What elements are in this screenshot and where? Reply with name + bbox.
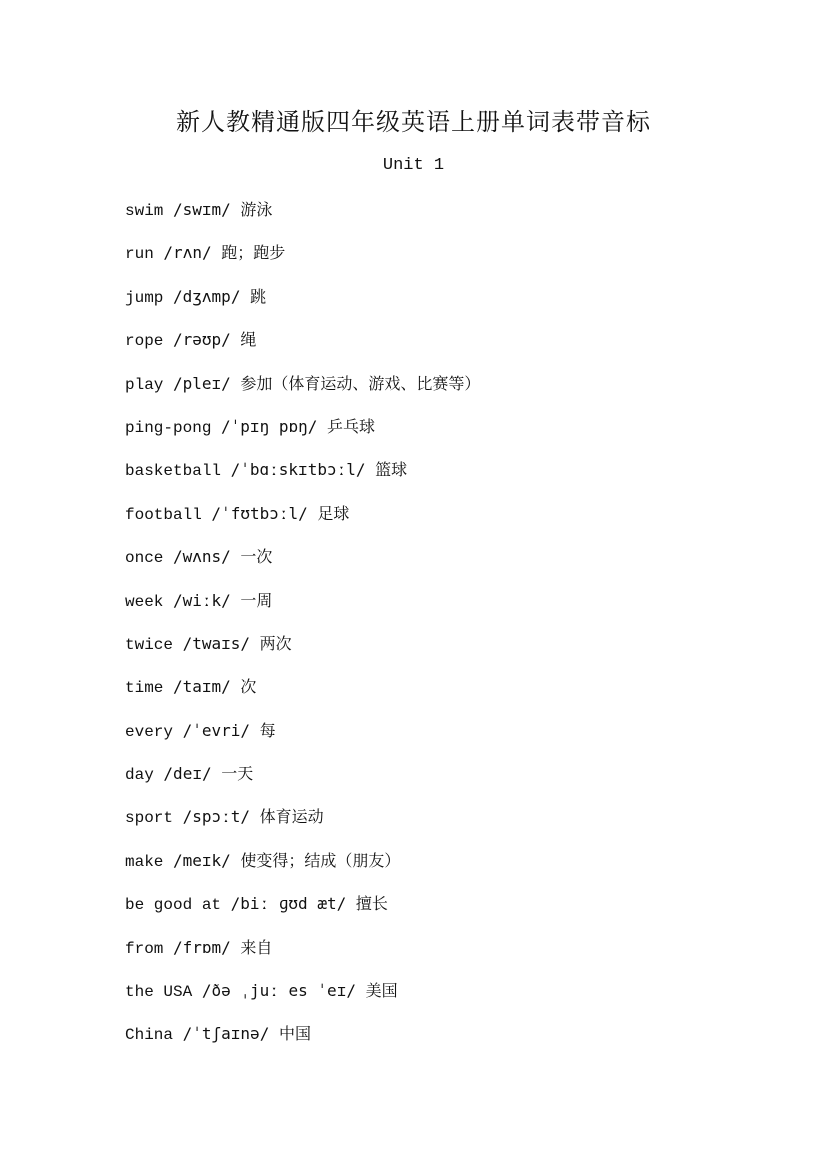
vocabulary-phonetic: /rʌn/: [163, 243, 212, 263]
vocabulary-meaning: 游泳: [240, 200, 273, 219]
vocabulary-row: [125, 241, 765, 284]
vocabulary-row: [125, 675, 765, 718]
vocabulary-word: once: [125, 549, 164, 568]
vocabulary-word: basketball: [125, 462, 222, 481]
vocabulary-row: [125, 502, 765, 545]
vocabulary-meaning: 擅长: [355, 894, 388, 914]
vocabulary-meaning: 来自: [240, 937, 273, 957]
vocabulary-phonetic: /rəʊp/: [173, 330, 231, 350]
vocabulary-phonetic: /ˈfʊtbɔːl/: [211, 503, 308, 523]
vocabulary-phonetic: /ðə ˌjuː es ˈeɪ/: [201, 981, 356, 1001]
vocabulary-row: [125, 458, 765, 501]
vocabulary-row: [125, 545, 765, 588]
vocabulary-row: [125, 805, 765, 848]
vocabulary-list: [125, 198, 765, 1066]
vocabulary-phonetic: /swɪm/: [173, 200, 231, 219]
vocabulary-row: [125, 1022, 765, 1065]
vocabulary-phonetic: /biː ɡʊd æt/: [230, 894, 347, 914]
vocabulary-meaning: 绳: [240, 330, 257, 350]
vocabulary-phonetic: /spɔːt/: [182, 807, 251, 827]
vocabulary-phonetic: /twaɪs/: [182, 633, 251, 653]
vocabulary-meaning: 中国: [278, 1024, 311, 1044]
vocabulary-phonetic: /frɒm/: [173, 937, 231, 957]
vocabulary-phonetic: /meɪk/: [173, 850, 231, 870]
vocabulary-word: be good at: [125, 896, 222, 915]
vocabulary-meaning: 美国: [365, 981, 398, 1001]
vocabulary-row: [125, 632, 765, 675]
vocabulary-word: time: [125, 679, 164, 698]
vocabulary-phonetic: /wiːk/: [173, 590, 231, 610]
vocabulary-meaning: 每: [259, 720, 276, 740]
vocabulary-word: play: [125, 375, 164, 394]
vocabulary-meaning: 体育运动: [259, 807, 324, 827]
vocabulary-phonetic: /ˈpɪŋ pɒŋ/: [221, 416, 318, 436]
vocabulary-word: twice: [125, 635, 174, 654]
vocabulary-row: [125, 415, 765, 458]
vocabulary-row: [125, 936, 765, 979]
vocabulary-row: [125, 328, 765, 371]
unit-heading: Unit 1: [382, 156, 445, 175]
vocabulary-row: [125, 719, 765, 762]
vocabulary-word: swim: [125, 202, 164, 220]
vocabulary-phonetic: /ˈtʃaɪnə/: [182, 1024, 270, 1044]
vocabulary-word: sport: [125, 809, 174, 828]
vocabulary-meaning: 参加（体育运动、游戏、比赛等）: [240, 373, 481, 393]
vocabulary-phonetic: /taɪm/: [173, 677, 231, 697]
vocabulary-word: week: [125, 592, 164, 611]
vocabulary-meaning: 一周: [240, 590, 273, 610]
vocabulary-meaning: 跑；跑步: [221, 243, 286, 263]
vocabulary-word: jump: [125, 288, 164, 307]
vocabulary-row: [125, 892, 765, 935]
vocabulary-meaning: 次: [240, 677, 257, 697]
vocabulary-meaning: 篮球: [375, 460, 408, 480]
vocabulary-word: day: [125, 766, 154, 785]
vocabulary-meaning: 两次: [259, 633, 292, 653]
page-title: 新人教精通版四年级英语上册单词表带音标: [176, 108, 651, 136]
vocabulary-meaning: 使变得；结成（朋友）: [240, 850, 401, 870]
vocabulary-row: [125, 285, 765, 328]
vocabulary-meaning: 一次: [240, 547, 273, 567]
vocabulary-row: [125, 589, 765, 632]
vocabulary-word: China: [125, 1026, 174, 1045]
vocabulary-word: make: [125, 852, 164, 871]
vocabulary-meaning: 足球: [317, 503, 350, 523]
vocabulary-row: [125, 198, 765, 241]
vocabulary-word: run: [125, 245, 154, 264]
vocabulary-row: [125, 372, 765, 415]
vocabulary-word: the USA: [125, 983, 193, 1002]
vocabulary-meaning: 跳: [250, 286, 267, 306]
vocabulary-row: [125, 849, 765, 892]
vocabulary-phonetic: /deɪ/: [163, 764, 212, 784]
vocabulary-word: football: [125, 505, 202, 524]
vocabulary-meaning: 乒乓球: [326, 416, 375, 436]
vocabulary-phonetic: /ˈbɑːskɪtbɔːl/: [230, 460, 366, 480]
vocabulary-word: from: [125, 939, 164, 958]
vocabulary-phonetic: /pleɪ/: [173, 373, 231, 393]
vocabulary-meaning: 一天: [221, 764, 254, 784]
vocabulary-phonetic: /ˈevri/: [182, 720, 251, 740]
vocabulary-word: rope: [125, 332, 164, 351]
vocabulary-row: [125, 762, 765, 805]
vocabulary-word: ping-pong: [125, 418, 212, 437]
vocabulary-word: every: [125, 722, 174, 741]
vocabulary-row: [125, 979, 765, 1022]
vocabulary-phonetic: /wʌns/: [173, 547, 231, 567]
vocabulary-phonetic: /dʒʌmp/: [173, 286, 241, 306]
